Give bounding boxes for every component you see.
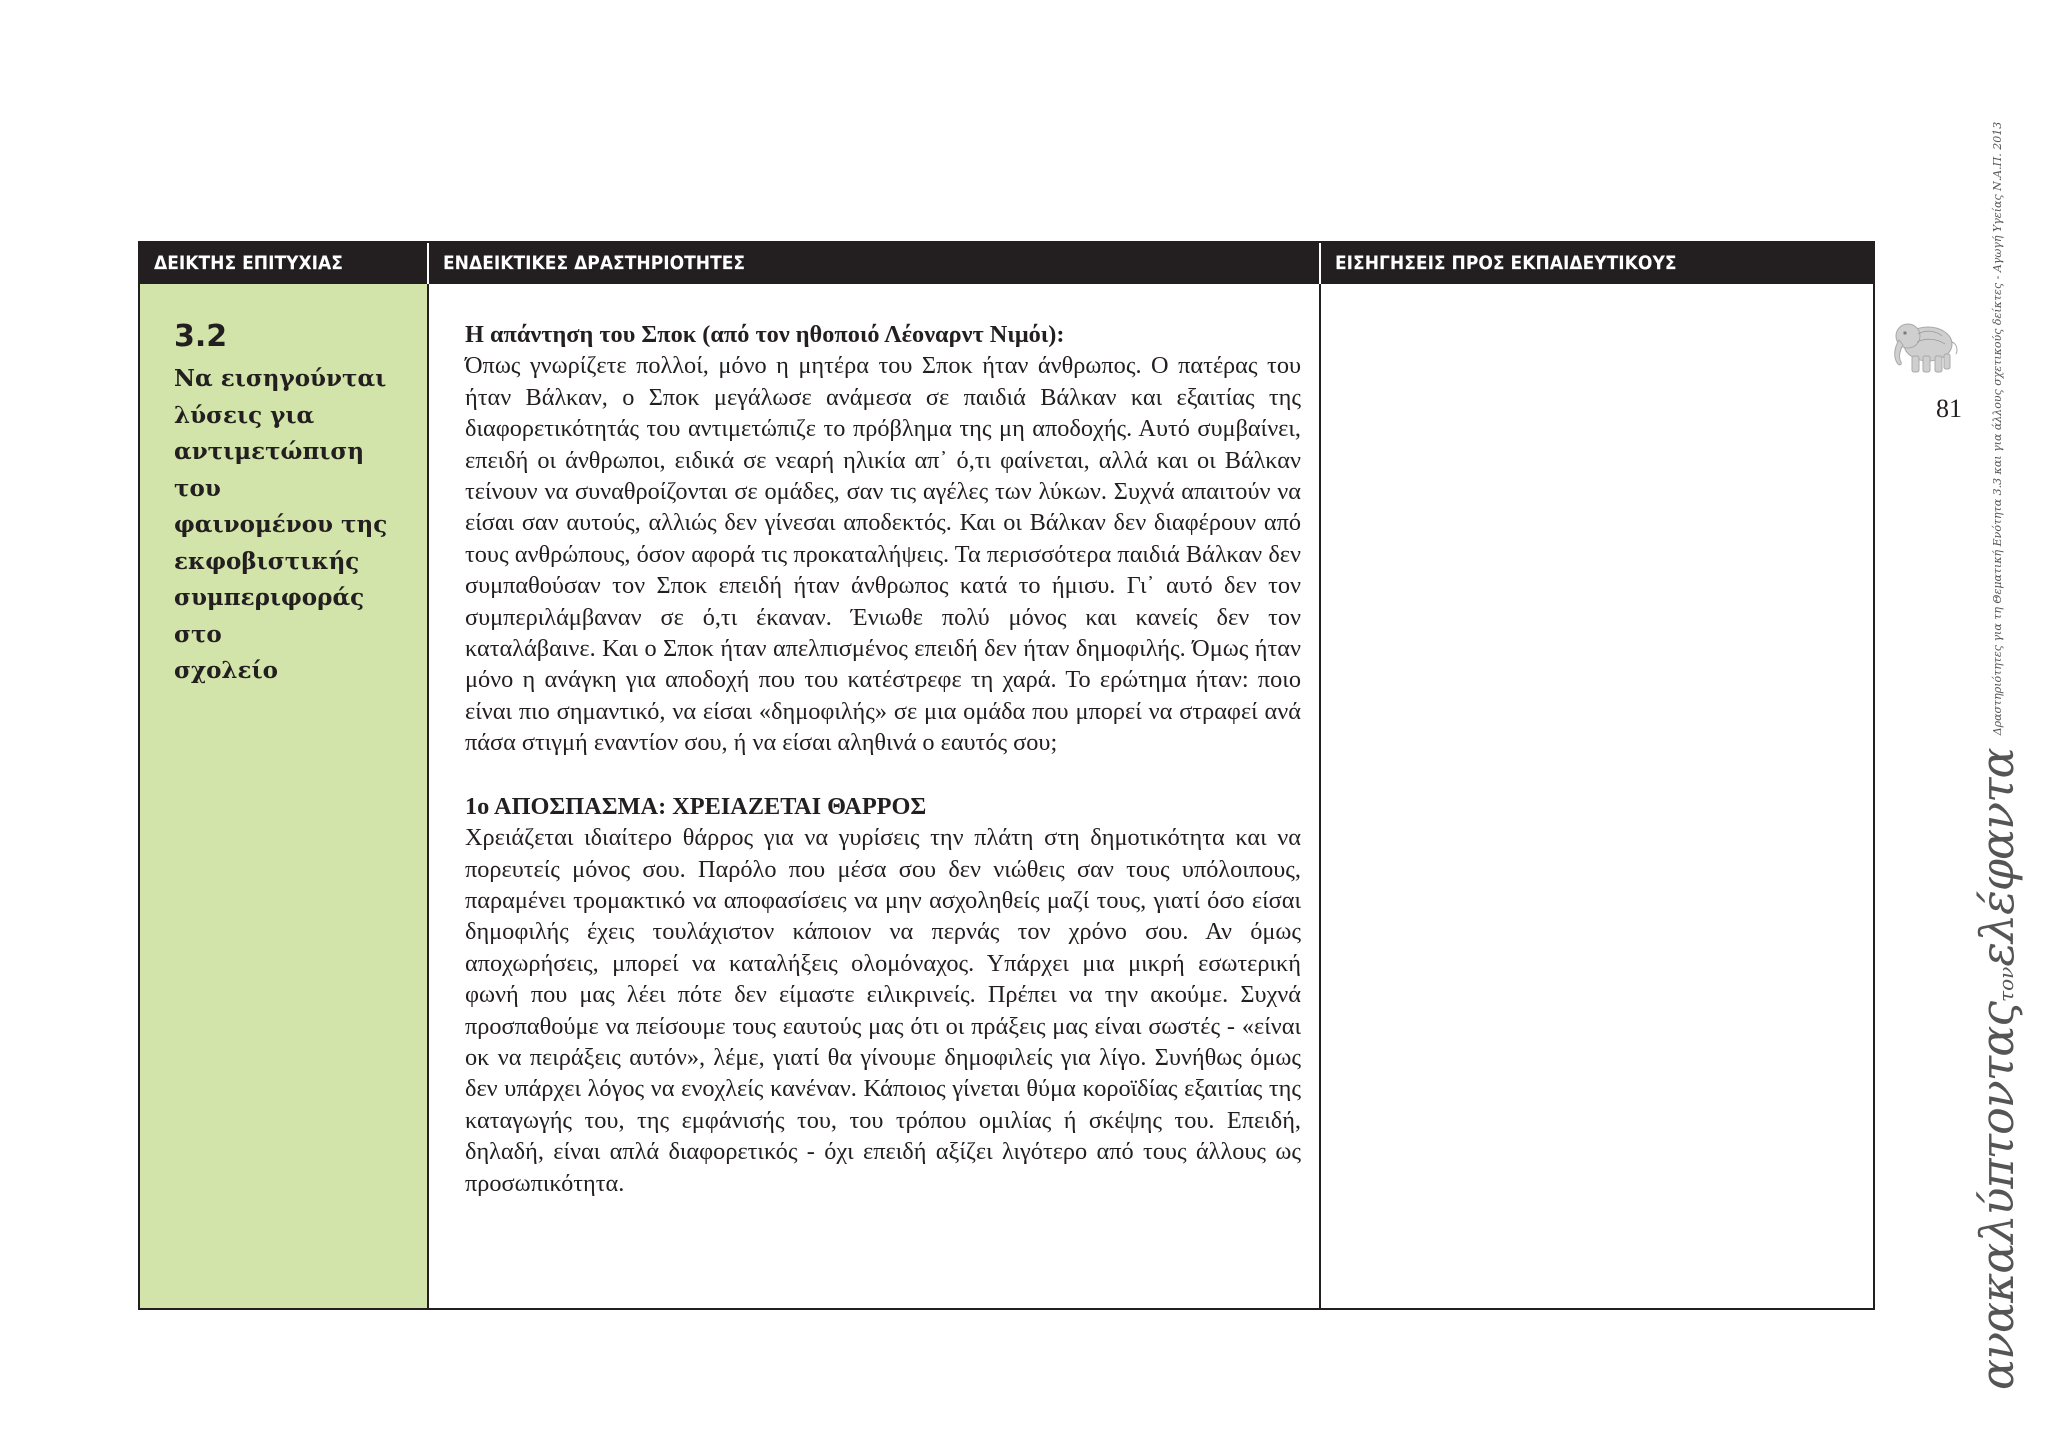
column-divider	[427, 284, 429, 1308]
indicator-line: φαινομένου της	[174, 511, 388, 538]
section-body-spock-answer: Όπως γνωρίζετε πολλοί, μόνο η μητέρα του Σποκ ήταν άνθρωπος. Ο πατέρας του ήταν Βάλκαν, ο Σποκ μεγάλωσε ανάμεσα σε παιδιά Βάλκαν και εξαιτίας της διαφορετικότητάς του αντιμετώπιζε το πρόβλημα της μη αποδοχής. Αυτό συμβαίνει, επειδή οι άνθρωποι, ειδικά σε νεαρή ηλικία απ᾽ ό,τι φαίνεται, αλλά και οι Βάλκαν τείνουν να συναθροίζονται σε ομάδες, σαν τις αγέλες των λύκων. Συχνά απαιτούν να είσαι σαν αυτούς, αλλιώς δεν γίνεσαι αποδεκτός. Και οι Βάλκαν δεν διαφέρουν από τους ανθρώπους, όσον αφορά τις προκαταλήψεις. Τα περισσότερα παιδιά Βάλκαν δεν συμπαθούσαν τον Σποκ επειδή ήταν άνθρωπος κατά το ήμισυ. Γι᾽ αυτό δεν τον συμπεριλάμβαναν σε ό,τι έκαναν. Ένιωθε πολύ μόνος και κανείς δεν τον καταλάβαινε. Και ο Σποκ ήταν απελπισμένος επειδή δεν ήταν δημοφιλής. Όμως ήταν μόνο η ανάγκη για αποδοχή που του κατέστρεφε τη χαρά. Το ερώτημα ήταν: ποιο είναι πιο σημαντικό, να είσαι «δημοφιλής» σε μια ομάδα που μπορεί να στραφεί ανά πάσα στιγμή εναντίον σου, ή να είσαι αληθινά ο εαυτός σου;	[465, 352, 1301, 757]
indicator-line: λύσεις για	[174, 401, 315, 429]
vertical-sidebar	[1970, 122, 2024, 1390]
sidebar-caption: Δραστηριότητες για τη Θεματική Ενότητα 3.3 και για άλλους σχετικούς δείκτες - Αγωγή Υγείας Ν.Α.Π. 2013	[1991, 121, 2004, 736]
activities-table	[138, 241, 1875, 1310]
page-number: 81	[1936, 394, 1962, 423]
brand-title-part1: ανακαλύπτοντας	[1970, 1001, 2024, 1390]
header-success-indicator: ΔΕΙΚΤΗΣ ΕΠΙΤΥΧΙΑΣ	[154, 252, 343, 274]
table-header-row	[140, 243, 1873, 284]
header-indicative-activities: ΕΝΔΕΙΚΤΙΚΕΣ ΔΡΑΣΤΗΡΙΟΤΗΤΕΣ	[427, 243, 1319, 284]
indicator-line: εκφοβιστικής	[174, 547, 360, 575]
activities-content	[465, 319, 1301, 1199]
indicator-line: σχολείο	[174, 657, 279, 684]
section-title-courage: 1ο ΑΠΟΣΠΑΣΜΑ: ΧΡΕΙΑΖΕΤΑΙ ΘΑΡΡΟΣ	[465, 792, 927, 820]
paragraph-gap	[465, 759, 1301, 791]
suggestions-cell	[1321, 284, 1873, 1308]
section-body-courage: Χρειάζεται ιδιαίτερο θάρρος για να γυρίσεις την πλάτη στη δημοτικότητα και να πορευτείς μόνος σου. Παρόλο που μέσα σου δεν νιώθεις σαν τους υπόλοιπους, παραμένει τρομακτικό να αποφασίσεις να μην ασχοληθείς μαζί τους, γιατί όσο είσαι δημοφιλής έχεις τουλάχιστον κάποιον να περνάς τον χρόνο σου. Αν όμως αποχωρήσεις, μπορεί να καταλήξεις ολομόναχος. Υπάρχει μια μικρή εσωτερική φωνή που μας λέει πότε δεν είμαστε ειλικρινείς. Πρέπει να την ακούμε. Συχνά προσπαθούμε να πείσουμε τους εαυτούς μας ότι οι πράξεις μας είναι σωστές - «είναι οκ να πειράξεις αυτόν», λέμε, γιατί θα γίνουμε δημοφιλείς για λίγο. Συνήθως όμως δεν υπάρχει λόγος να ενοχλείς κανέναν. Κάποιος γίνεται θύμα κοροϊδίας εξαιτίας της καταγωγής του, της εμφάνισής του, του τρόπου ομιλίας ή σκέψης του. Επειδή, δηλαδή, είναι απλά διαφορετικός - όχι επειδή αξίζει λιγότερο από τους άλλους ως προσωπικότητα.	[465, 824, 1301, 1197]
indicator-number: 3.2	[174, 319, 228, 354]
brand-title-small: τον	[1994, 966, 2018, 1002]
indicator-text	[174, 361, 414, 690]
header-teacher-suggestions: ΕΙΣΗΓΗΣΕΙΣ ΠΡΟΣ ΕΚΠΑΙΔΕΥΤΙΚΟΥΣ	[1319, 243, 1873, 284]
indicator-line: συμπεριφοράς στο	[174, 584, 365, 648]
indicator-line: αντιμετώπιση του	[174, 438, 365, 502]
elephant-logo-icon	[1890, 312, 1960, 378]
indicator-line: Να εισηγούνται	[174, 365, 387, 392]
section-title-spock-answer: Η απάντηση του Σποκ (από τον ηθοποιό Λέοναρντ Νιμόι):	[465, 321, 1065, 348]
brand-title-part2: ελέφαντα	[1970, 748, 2024, 967]
